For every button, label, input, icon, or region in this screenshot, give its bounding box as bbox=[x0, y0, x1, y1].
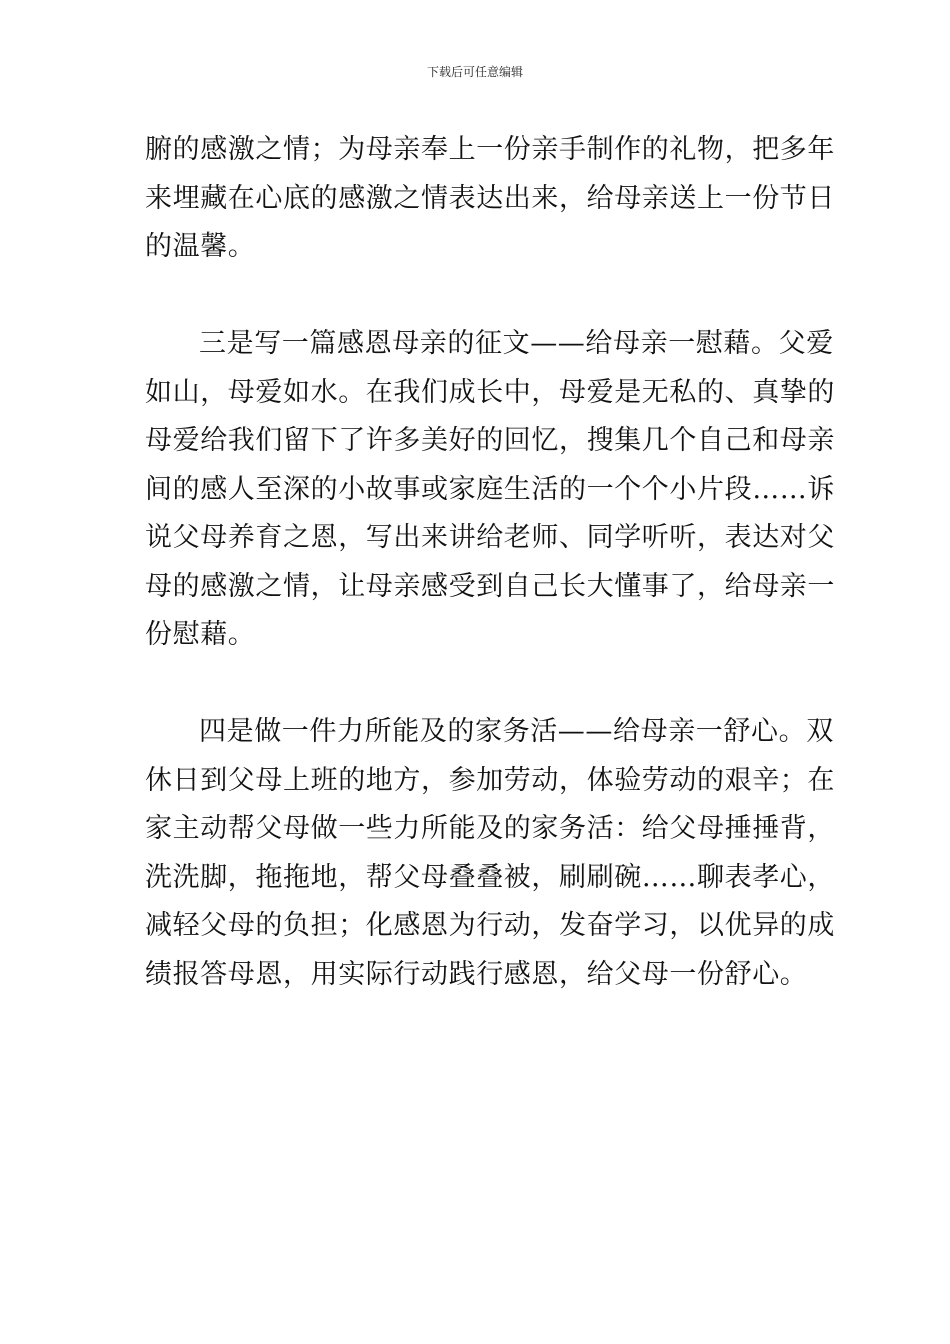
text-line: 来埋藏在心底的感激之情表达出来，给母亲送上一份节日 bbox=[145, 182, 835, 214]
paragraph-spacer bbox=[145, 660, 810, 709]
text-line: 洗洗脚，拖拖地，帮父母叠叠被，刷刷碗……聊表孝心， bbox=[145, 861, 835, 893]
text-line: 的温馨。 bbox=[145, 231, 256, 262]
paragraph bbox=[145, 126, 835, 272]
page-header: 下载后可任意编辑 bbox=[426, 65, 523, 79]
text-line: 腑的感激之情；为母亲奉上一份亲手制作的礼物，把多年 bbox=[145, 134, 835, 165]
text-line: 说父母养育之恩，写出来讲给老师、同学听听，表达对父 bbox=[145, 522, 835, 553]
text-line: 休日到父母上班的地方，参加劳动，体验劳动的艰辛；在 bbox=[145, 764, 835, 796]
text-line: 母的感激之情，让母亲感受到自己长大懂事了，给母亲一 bbox=[145, 570, 835, 602]
text-line: 家主动帮父母做一些力所能及的家务活：给父母捶捶背， bbox=[145, 813, 835, 844]
text-line: 母爱给我们留下了许多美好的回忆，搜集几个自己和母亲 bbox=[145, 425, 835, 456]
text-line: 如山，母爱如水。在我们成长中，母爱是无私的、真挚的 bbox=[145, 376, 835, 408]
text-line: 四是做一件力所能及的家务活——给母亲一舒心。双 bbox=[199, 716, 834, 747]
paragraph-spacer bbox=[145, 272, 810, 321]
text-line: 间的感人至深的小故事或家庭生活的一个个小片段……诉 bbox=[145, 473, 835, 505]
text-line: 减轻父母的负担；化感恩为行动，发奋学习，以优异的成 bbox=[145, 910, 835, 941]
document-body bbox=[145, 126, 835, 999]
paragraph bbox=[145, 320, 835, 660]
paragraph bbox=[145, 708, 835, 999]
text-line: 三是写一篇感恩母亲的征文——给母亲一慰藉。父爱 bbox=[199, 328, 834, 359]
text-line: 份慰藉。 bbox=[145, 619, 256, 650]
text-line: 绩报答母恩，用实际行动践行感恩，给父母一份舒心。 bbox=[145, 958, 808, 990]
